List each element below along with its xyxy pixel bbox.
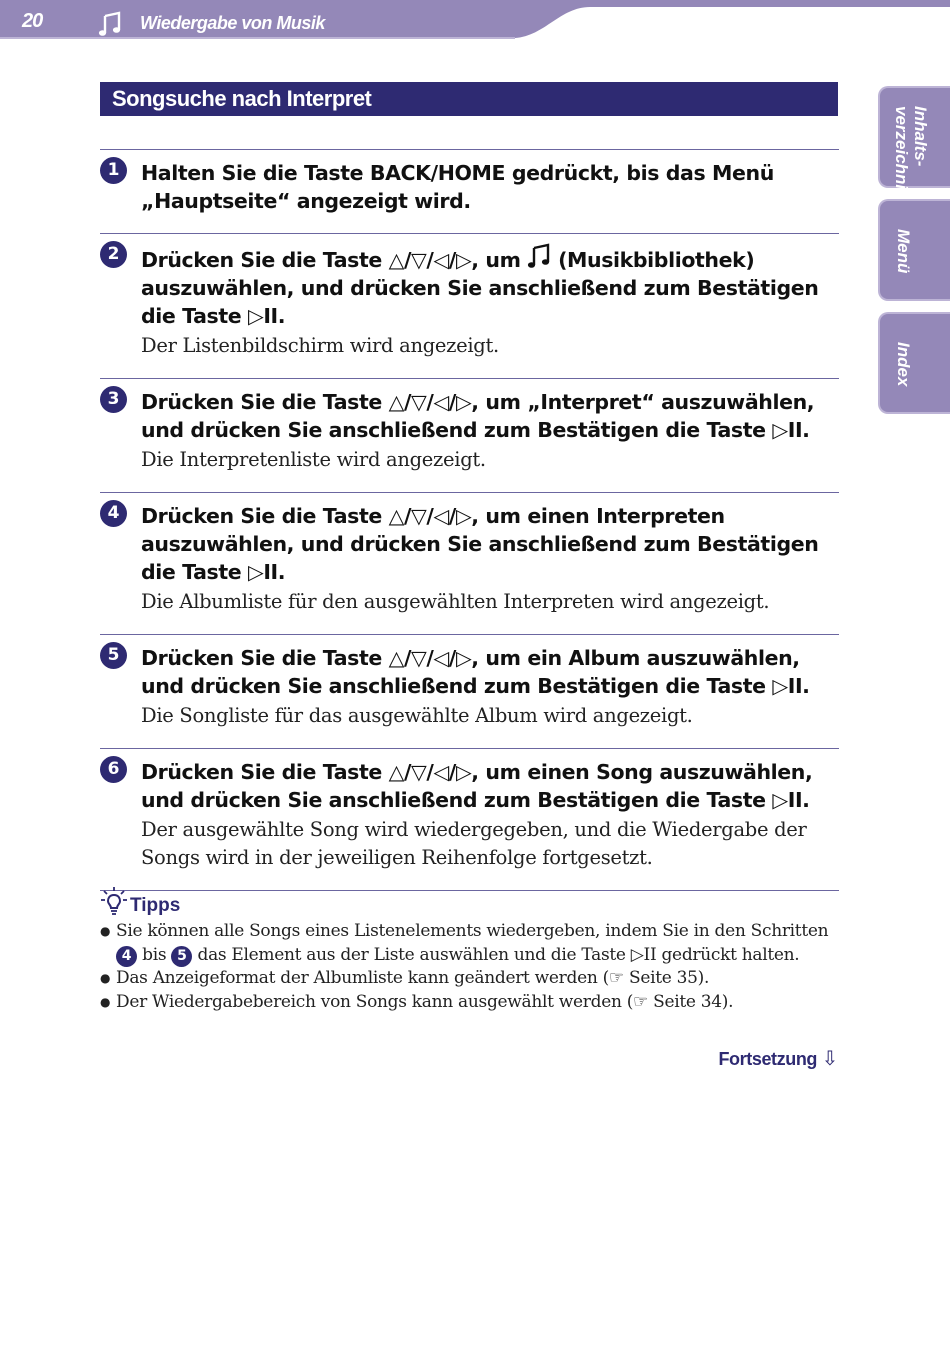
step-number: 4 bbox=[100, 500, 127, 527]
step-instruction bbox=[141, 243, 839, 330]
step-result: Der Listenbildschirm wird angezeigt. bbox=[141, 334, 499, 357]
step-instruction: Drücken Sie die Taste △/▽/◁/▷, um einen Interpreten auszuwählen, und drücken Sie anschließend zum Bestätigen die Taste ▷II. bbox=[141, 504, 819, 584]
lightbulb-icon bbox=[100, 886, 128, 918]
section-title-bar bbox=[100, 82, 838, 116]
tip-text[interactable]: Der Wiedergabebereich von Songs kann ausgewählt werden (☞ Seite 34). bbox=[116, 991, 734, 1012]
tab-label: Menü bbox=[894, 229, 913, 274]
step-2 bbox=[100, 233, 839, 378]
step-instruction: Halten Sie die Taste BACK/HOME gedrückt, bis das Menü „Hauptseite“ angezeigt wird. bbox=[141, 161, 774, 213]
step-instruction-part: (Musikbibliothek) auszuwählen, und drücken Sie anschließend zum Bestätigen die Taste ▷II. bbox=[141, 248, 819, 328]
page-header bbox=[0, 0, 950, 44]
music-library-icon bbox=[527, 243, 551, 269]
section-title: Songsuche nach Interpret bbox=[112, 86, 372, 111]
tips-list bbox=[100, 920, 840, 1014]
step-1 bbox=[100, 149, 839, 233]
step-number: 2 bbox=[100, 241, 127, 268]
step-instruction-part: Drücken Sie die Taste △/▽/◁/▷, um bbox=[141, 248, 528, 272]
tab-label: Index bbox=[894, 342, 913, 387]
step-ref-badge: 5 bbox=[171, 946, 192, 967]
tip-text: das Element aus der Liste auswählen und die Taste ▷II gedrückt halten. bbox=[197, 944, 800, 965]
step-4 bbox=[100, 492, 839, 634]
steps-list bbox=[100, 149, 839, 891]
step-instruction: Drücken Sie die Taste △/▽/◁/▷, um einen Song auszuwählen, und drücken Sie anschließend zum Bestätigen die Taste ▷II. bbox=[141, 760, 813, 812]
step-result: Der ausgewählte Song wird wiedergegeben, und die Wiedergabe der Songs wird in der jeweiligen Reihenfolge fortgesetzt. bbox=[141, 818, 807, 869]
step-result: Die Interpretenliste wird angezeigt. bbox=[141, 448, 486, 471]
page-number: 20 bbox=[22, 10, 43, 32]
tab-index[interactable] bbox=[878, 312, 950, 414]
arrow-down-icon: ⇩ bbox=[821, 1046, 838, 1070]
step-3 bbox=[100, 378, 839, 492]
tip-item bbox=[100, 991, 840, 1015]
tip-item bbox=[100, 967, 840, 991]
step-number: 6 bbox=[100, 756, 127, 783]
step-result: Die Songliste für das ausgewählte Album wird angezeigt. bbox=[141, 704, 693, 727]
tip-text[interactable]: Das Anzeigeformat der Albumliste kann geändert werden (☞ Seite 35). bbox=[116, 968, 710, 988]
tips-title: Tipps bbox=[130, 895, 181, 916]
tips-box bbox=[100, 886, 840, 1014]
tip-item bbox=[100, 920, 840, 967]
tab-label: Inhalts- verzeichnis bbox=[892, 106, 930, 199]
music-note-icon bbox=[98, 10, 122, 38]
step-5 bbox=[100, 634, 839, 748]
continue-label: Fortsetzung bbox=[718, 1049, 818, 1069]
step-number: 3 bbox=[100, 386, 127, 413]
step-ref-badge: 4 bbox=[116, 946, 137, 967]
tips-header bbox=[100, 886, 840, 920]
tab-menu[interactable] bbox=[878, 199, 950, 301]
step-instruction: Drücken Sie die Taste △/▽/◁/▷, um ein Album auszuwählen, und drücken Sie anschließend zum Bestätigen die Taste ▷II. bbox=[141, 646, 810, 698]
step-number: 1 bbox=[100, 157, 127, 184]
continue-link[interactable] bbox=[718, 1046, 838, 1070]
step-6 bbox=[100, 748, 839, 891]
tip-text: Sie können alle Songs eines Listenelements wiedergeben, indem Sie in den Schritten bbox=[116, 921, 829, 941]
step-number: 5 bbox=[100, 642, 127, 669]
step-instruction: Drücken Sie die Taste △/▽/◁/▷, um „Interpret“ auszuwählen, und drücken Sie anschließend zum Bestätigen die Taste ▷II. bbox=[141, 390, 815, 442]
tip-text: bis bbox=[142, 944, 167, 965]
step-result: Die Albumliste für den ausgewählten Interpreten wird angezeigt. bbox=[141, 590, 770, 613]
header-section-title: Wiedergabe von Musik bbox=[140, 13, 325, 33]
tab-inhaltsverzeichnis[interactable] bbox=[878, 86, 950, 199]
